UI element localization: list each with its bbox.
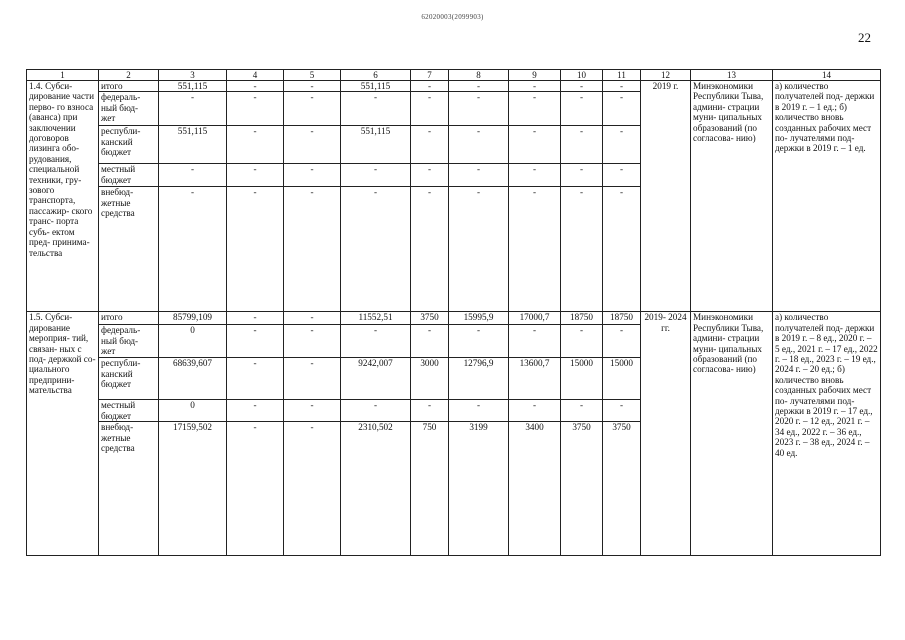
amount-cell: 13600,7 [509, 358, 561, 400]
amount-cell: - [449, 187, 509, 312]
amount-cell: - [159, 187, 227, 312]
amount-cell: - [603, 325, 641, 358]
amount-cell: 17159,502 [159, 422, 227, 556]
amount-cell: - [284, 358, 341, 400]
amount-cell: - [449, 400, 509, 422]
amount-cell: 551,115 [341, 81, 411, 92]
amount-cell: 3750 [411, 312, 449, 325]
amount-cell: - [159, 164, 227, 187]
table-row [27, 81, 881, 92]
amount-cell: - [227, 422, 284, 556]
column-number-4: 4 [227, 70, 284, 81]
amount-cell: 3750 [603, 422, 641, 556]
amount-cell: 18750 [561, 312, 603, 325]
amount-cell: - [227, 400, 284, 422]
amount-cell: - [227, 312, 284, 325]
amount-cell: 15000 [561, 358, 603, 400]
amount-cell: - [284, 325, 341, 358]
funding-source-cell: итого [99, 312, 159, 325]
amount-cell: 750 [411, 422, 449, 556]
amount-cell: - [227, 81, 284, 92]
amount-cell: - [509, 126, 561, 164]
amount-cell: - [227, 325, 284, 358]
amount-cell: 3400 [509, 422, 561, 556]
amount-cell: - [284, 400, 341, 422]
amount-cell: - [449, 92, 509, 126]
column-number-11: 11 [603, 70, 641, 81]
executor-cell: Минэкономики Республики Тыва, админи- страции муни- ципальных образований (по согласова- нию) [691, 312, 773, 556]
funding-source-cell: местный бюджет [99, 400, 159, 422]
amount-cell: - [341, 187, 411, 312]
amount-cell: - [284, 187, 341, 312]
document-code: 62020003(2099903) [421, 13, 484, 21]
amount-cell: - [227, 164, 284, 187]
amount-cell: 551,115 [159, 126, 227, 164]
amount-cell: - [561, 126, 603, 164]
funding-source-cell: республи- канский бюджет [99, 358, 159, 400]
column-number-1: 1 [27, 70, 99, 81]
amount-cell: 551,115 [159, 81, 227, 92]
page-number: 22 [858, 30, 871, 45]
amount-cell: - [227, 126, 284, 164]
amount-cell: - [561, 92, 603, 126]
funding-source-cell: местный бюджет [99, 164, 159, 187]
column-number-7: 7 [411, 70, 449, 81]
amount-cell: 11552,51 [341, 312, 411, 325]
funding-source-cell: федераль- ный бюд- жет [99, 92, 159, 126]
amount-cell: - [411, 81, 449, 92]
amount-cell: 9242,007 [341, 358, 411, 400]
amount-cell: - [284, 164, 341, 187]
amount-cell: 551,115 [341, 126, 411, 164]
amount-cell: - [509, 92, 561, 126]
amount-cell: - [341, 400, 411, 422]
table-row [27, 312, 881, 325]
amount-cell: - [411, 325, 449, 358]
amount-cell: - [509, 325, 561, 358]
amount-cell: 0 [159, 400, 227, 422]
amount-cell: - [411, 400, 449, 422]
amount-cell: 12796,9 [449, 358, 509, 400]
amount-cell: - [603, 187, 641, 312]
amount-cell: - [411, 187, 449, 312]
amount-cell: - [509, 164, 561, 187]
amount-cell: - [411, 126, 449, 164]
funding-source-cell: республи- канский бюджет [99, 126, 159, 164]
amount-cell: - [561, 164, 603, 187]
amount-cell: 15000 [603, 358, 641, 400]
column-number-3: 3 [159, 70, 227, 81]
amount-cell: 85799,109 [159, 312, 227, 325]
funding-source-cell: итого [99, 81, 159, 92]
amount-cell: - [509, 187, 561, 312]
measure-name-cell: 1.4. Субси- дирование части перво- го взноса (аванса) при заключении договоров лизинга обо- рудования, специальной техники, гру- зового транспорта, пассажир- ского транс- порта субъ- ектом пред- принима- тельства [27, 81, 99, 312]
amount-cell: - [284, 126, 341, 164]
column-number-6: 6 [341, 70, 411, 81]
column-number-9: 9 [509, 70, 561, 81]
amount-cell: - [561, 81, 603, 92]
column-number-5: 5 [284, 70, 341, 81]
amount-cell: - [227, 358, 284, 400]
funding-source-cell: внебюд- жетные средства [99, 422, 159, 556]
amount-cell: - [449, 164, 509, 187]
amount-cell: 15995,9 [449, 312, 509, 325]
amount-cell: 18750 [603, 312, 641, 325]
period-cell: 2019- 2024 гг. [641, 312, 691, 556]
amount-cell: - [603, 81, 641, 92]
amount-cell: - [284, 81, 341, 92]
amount-cell: - [284, 422, 341, 556]
measure-name-cell: 1.5. Субси- дирование мероприя- тий, связан- ных с под- держкой со- циального предприни- мательства [27, 312, 99, 556]
amount-cell: - [284, 92, 341, 126]
amount-cell: 68639,607 [159, 358, 227, 400]
column-number-13: 13 [691, 70, 773, 81]
amount-cell: - [561, 400, 603, 422]
amount-cell: - [449, 81, 509, 92]
program-table [26, 69, 881, 556]
funding-source-cell: федераль- ный бюд- жет [99, 325, 159, 358]
column-number-row [27, 70, 881, 81]
column-number-12: 12 [641, 70, 691, 81]
amount-cell: - [227, 92, 284, 126]
column-number-10: 10 [561, 70, 603, 81]
amount-cell: - [411, 92, 449, 126]
column-number-14: 14 [773, 70, 881, 81]
amount-cell: - [509, 81, 561, 92]
amount-cell: - [603, 400, 641, 422]
amount-cell: 2310,502 [341, 422, 411, 556]
amount-cell: - [603, 126, 641, 164]
amount-cell: - [449, 325, 509, 358]
amount-cell: 0 [159, 325, 227, 358]
funding-source-cell: внебюд- жетные средства [99, 187, 159, 312]
amount-cell: - [449, 126, 509, 164]
amount-cell: 17000,7 [509, 312, 561, 325]
amount-cell: - [603, 164, 641, 187]
amount-cell: - [411, 164, 449, 187]
amount-cell: - [341, 92, 411, 126]
indicators-cell: а) количество получателей под- держки в 2019 г. – 1 ед.; б) количество вновь созданных рабочих мест по- лучателями под- держки в 2019 г. – 1 ед. [773, 81, 881, 312]
amount-cell: - [603, 92, 641, 126]
amount-cell: - [341, 325, 411, 358]
executor-cell: Минэкономики Республики Тыва, админи- страции муни- ципальных образований (по согласова- нию) [691, 81, 773, 312]
column-number-2: 2 [99, 70, 159, 81]
period-cell: 2019 г. [641, 81, 691, 312]
amount-cell: - [561, 187, 603, 312]
amount-cell: - [159, 92, 227, 126]
amount-cell: 3000 [411, 358, 449, 400]
amount-cell: 3750 [561, 422, 603, 556]
column-number-8: 8 [449, 70, 509, 81]
amount-cell: 3199 [449, 422, 509, 556]
amount-cell: - [227, 187, 284, 312]
indicators-cell: а) количество получателей под- держки в 2019 г. – 8 ед., 2020 г. – 5 ед., 2021 г. – 17 ед., 2022 г. – 18 ед., 2023 г. – 19 ед., 2024 г. – 20 ед.; б) количество вновь созданных рабочих мест по- лучателями под- держки в 2019 г. – 17 ед., 2020 г. – 12 ед., 2021 г. – 34 ед., 2022 г. – 36 ед., 2023 г. – 38 ед., 2024 г. – 40 ед. [773, 312, 881, 556]
amount-cell: - [561, 325, 603, 358]
amount-cell: - [284, 312, 341, 325]
amount-cell: - [509, 400, 561, 422]
amount-cell: - [341, 164, 411, 187]
